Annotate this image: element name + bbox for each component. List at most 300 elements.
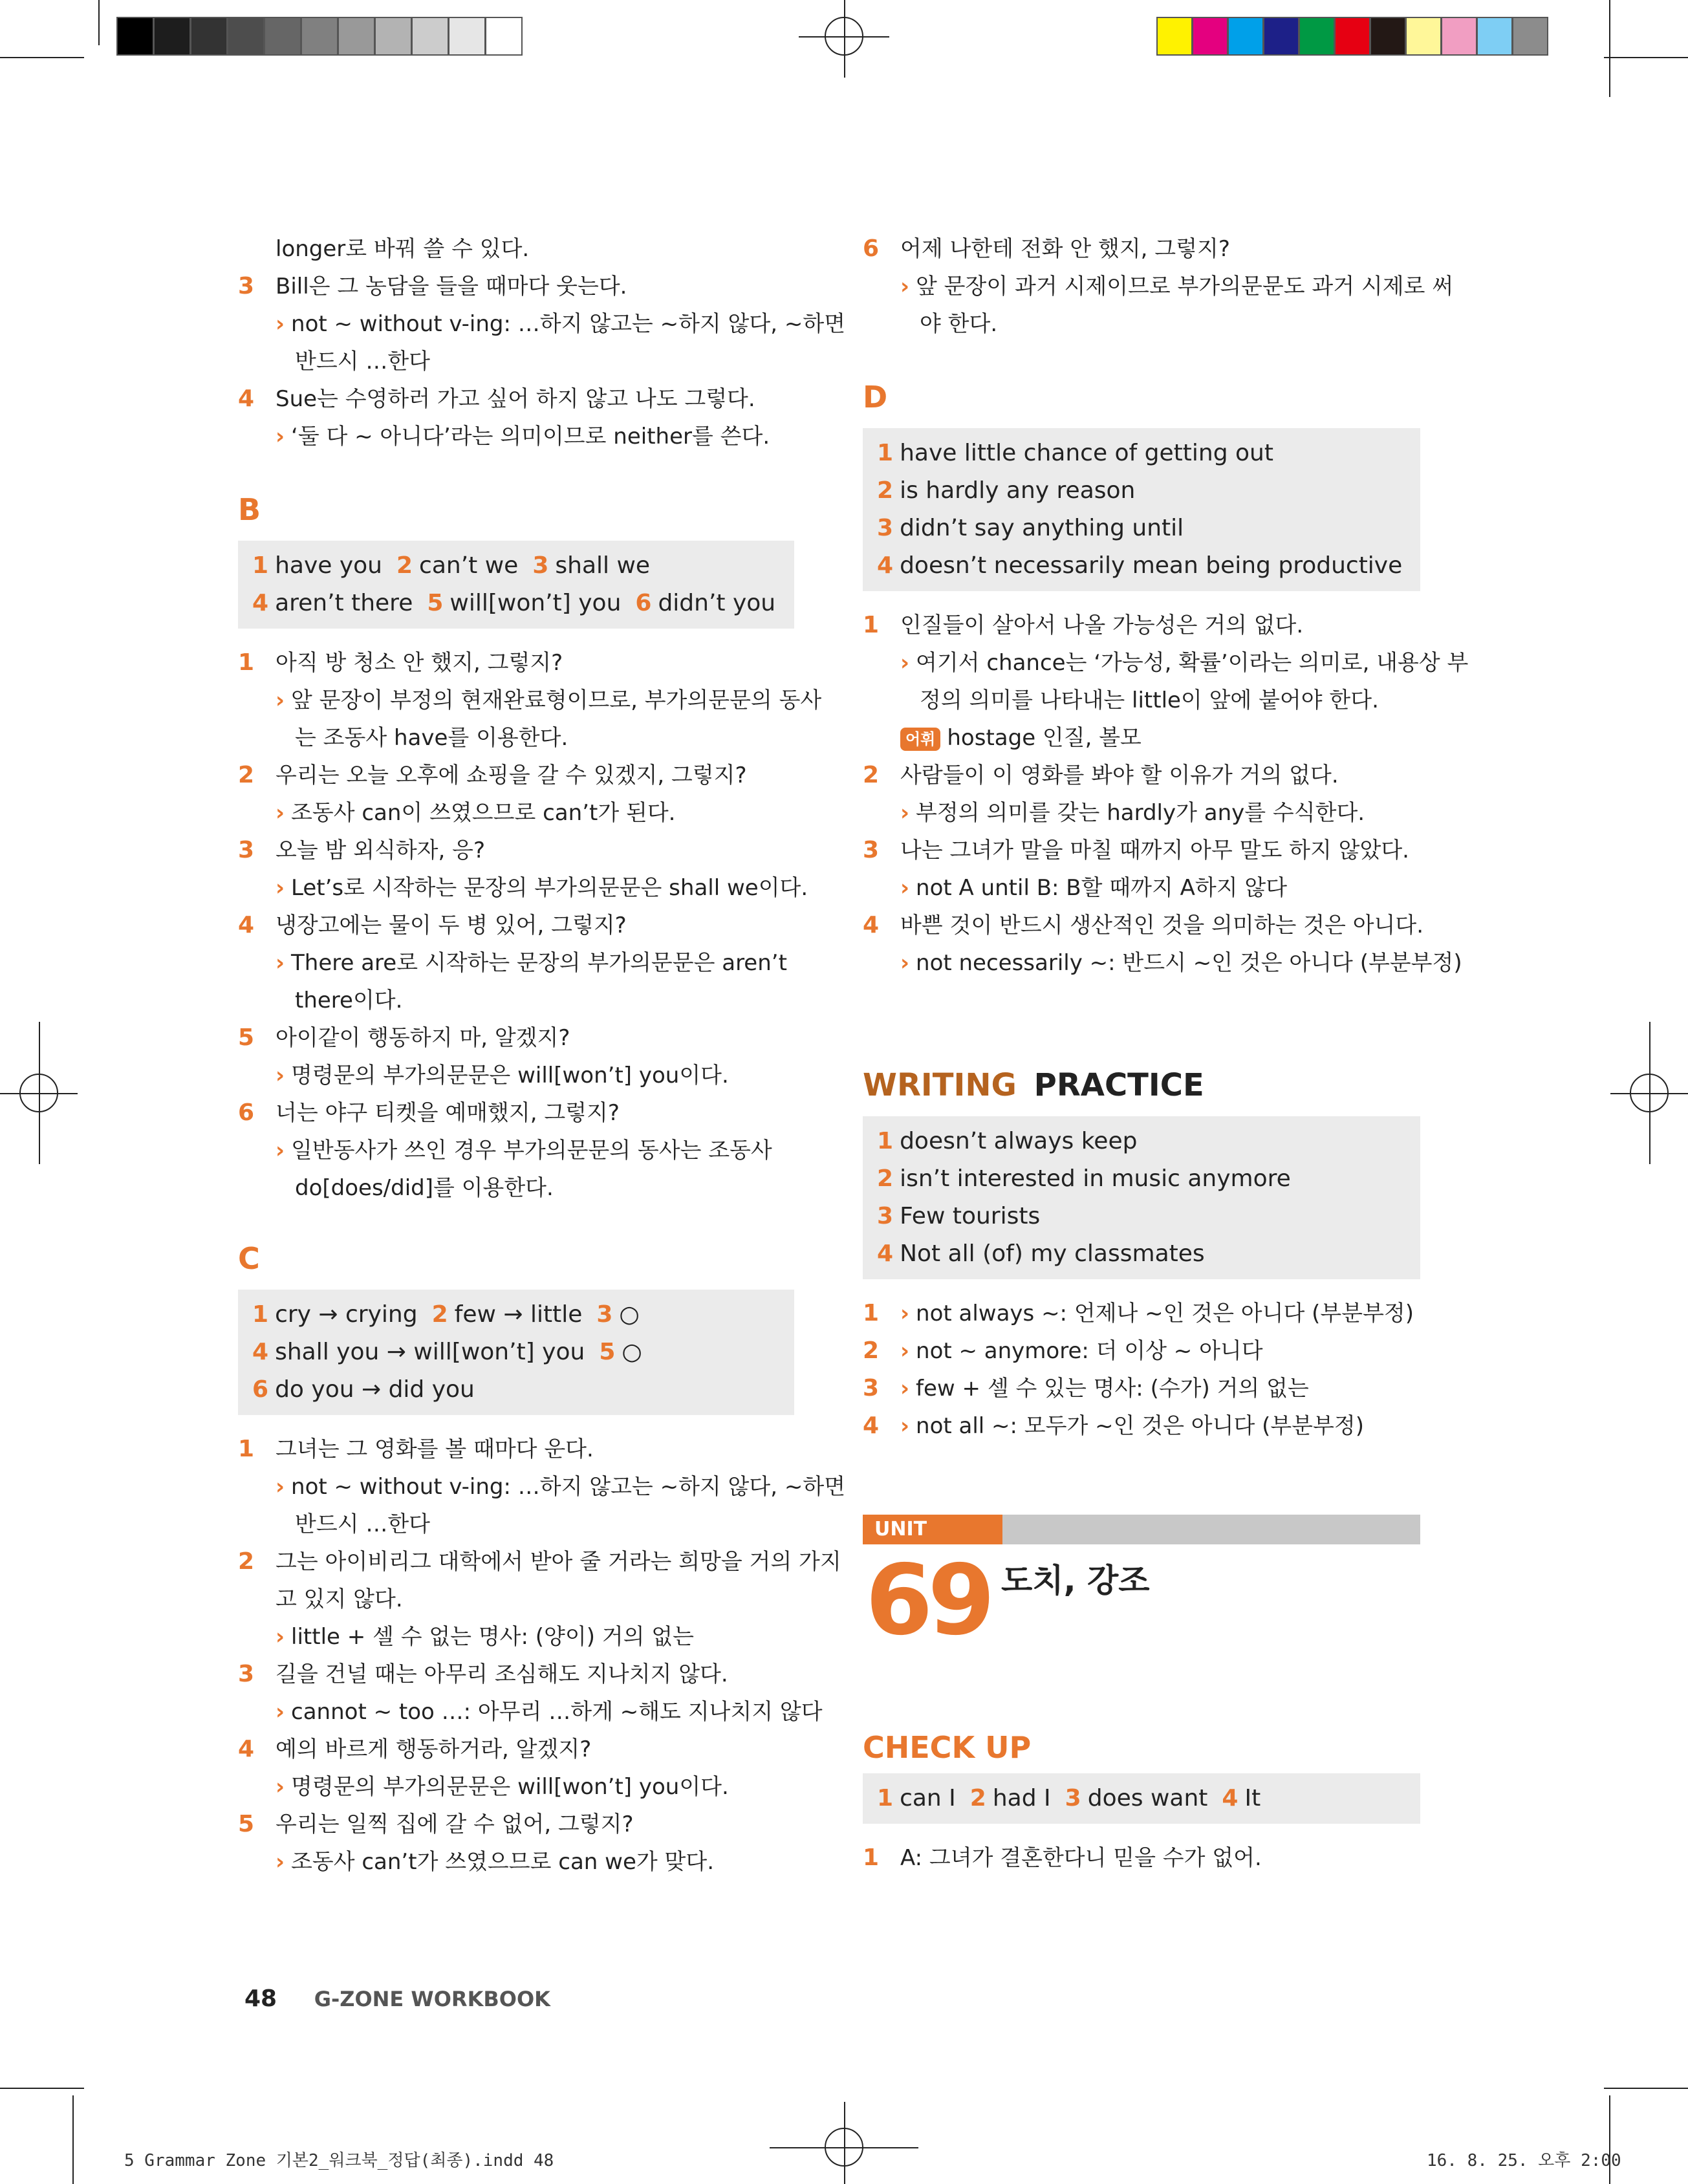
answer xyxy=(970,1785,1051,1811)
color-swatch xyxy=(1512,17,1548,56)
gray-swatch xyxy=(411,17,449,56)
writing-practice-answer-box xyxy=(863,1116,1420,1279)
section-c-heading: C xyxy=(238,1241,260,1276)
arrow-icon: › xyxy=(276,1474,285,1500)
list-item xyxy=(238,1768,794,1806)
item-text: Bill은 그 농담을 들을 때마다 웃는다. xyxy=(276,274,627,299)
item-number: 3 xyxy=(238,1661,255,1687)
answer-number: 3 xyxy=(596,1301,613,1328)
answer-text: ○ xyxy=(619,1301,640,1328)
check-up-explanations xyxy=(863,1839,1420,1877)
gray-swatch xyxy=(153,17,191,56)
list-item xyxy=(238,1618,794,1656)
item-number: 2 xyxy=(863,1337,880,1364)
answer-text: shall you → will[won’t] you xyxy=(275,1339,585,1365)
answer-number: 1 xyxy=(877,1785,894,1811)
answer-number: 1 xyxy=(877,440,894,466)
answer-text: isn’t interested in music anymore xyxy=(900,1165,1291,1192)
left-pre-list xyxy=(238,230,846,455)
check-up-heading: CHECK UP xyxy=(863,1730,1032,1765)
answer-line xyxy=(877,510,1406,547)
section-b-answer-box xyxy=(238,541,794,629)
registration-line xyxy=(39,1022,40,1164)
crop-mark xyxy=(1604,2088,1688,2089)
color-swatch xyxy=(1334,17,1370,56)
answer-text: Not all (of) my classmates xyxy=(900,1240,1205,1267)
answer-number: 2 xyxy=(877,477,894,504)
answer-text: shall we xyxy=(555,552,651,579)
explanation xyxy=(900,944,1462,982)
answer-line xyxy=(877,472,1406,510)
list-item xyxy=(863,794,1420,832)
item-number: 4 xyxy=(238,1736,255,1762)
explanation xyxy=(900,644,1468,682)
explanation-text: 부정의 의미를 갖는 hardly가 any를 수식한다. xyxy=(916,800,1365,826)
list-item xyxy=(863,682,1420,719)
answer-text: few → little xyxy=(454,1301,583,1328)
item-text: 나는 그녀가 말을 마칠 때까지 아무 말도 하지 않았다. xyxy=(900,838,1409,863)
explanation xyxy=(900,1295,1414,1332)
item-number: 1 xyxy=(863,612,880,638)
explanation-text: few + 셀 수 있는 명사: (수가) 거의 없는 xyxy=(916,1376,1309,1401)
answer-line xyxy=(252,547,780,585)
answer-number: 1 xyxy=(877,1128,894,1154)
gray-swatch xyxy=(227,17,265,56)
explanation-text: 조동사 can이 쓰였으므로 can’t가 된다. xyxy=(291,800,676,826)
list-item xyxy=(863,607,1420,644)
item-number: 3 xyxy=(863,1375,880,1401)
item-number: 3 xyxy=(863,837,880,863)
list-item xyxy=(238,1581,794,1618)
item-text: 아이같이 행동하지 마, 알겠지? xyxy=(276,1025,570,1051)
list-item xyxy=(238,757,794,794)
answer-number: 1 xyxy=(252,552,269,579)
gray-swatch xyxy=(190,17,228,56)
item-number: 6 xyxy=(863,235,880,262)
answer-line xyxy=(252,1334,780,1371)
item-text: 우리는 일찍 집에 갈 수 없어, 그렇지? xyxy=(276,1811,634,1837)
arrow-icon: › xyxy=(900,1413,910,1439)
item-text: Sue는 수영하러 가고 싶어 하지 않고 나도 그렇다. xyxy=(276,386,755,412)
answer-number: 4 xyxy=(1222,1785,1239,1811)
list-item xyxy=(863,1332,1420,1370)
gray-swatch xyxy=(264,17,301,56)
explanation-text: ‘둘 다 ~ 아니다’라는 의미이므로 neither를 쓴다. xyxy=(291,424,770,449)
gray-swatch xyxy=(338,17,375,56)
explanation-text: 일반동사가 쓰인 경우 부가의문문의 동사는 조동사 xyxy=(291,1138,772,1163)
explanation-text: 명령문의 부가의문문은 will[won’t] you이다. xyxy=(291,1063,729,1088)
item-text: 인질들이 살아서 나올 가능성은 거의 없다. xyxy=(900,612,1304,638)
answer-number: 4 xyxy=(252,1339,269,1365)
unit-title: 도치, 강조 xyxy=(1001,1562,1150,1599)
arrow-icon: › xyxy=(276,424,285,449)
list-item xyxy=(238,1468,846,1506)
list-item xyxy=(238,1543,841,1581)
answer xyxy=(596,1301,639,1328)
arrow-icon: › xyxy=(276,1063,285,1088)
explanation-text: not always ~: 언제나 ~인 것은 아니다 (부분부정) xyxy=(916,1301,1414,1326)
answer-text: aren’t there xyxy=(275,590,413,616)
answer-text: didn’t say anything until xyxy=(900,515,1184,541)
explanation xyxy=(900,794,1365,832)
slug-right: 16. 8. 25. 오후 2:00 xyxy=(1427,2151,1621,2170)
answer xyxy=(877,477,1135,504)
registration-line xyxy=(844,0,845,78)
list-item xyxy=(863,230,1420,268)
item-number: 4 xyxy=(238,912,255,938)
answer-line xyxy=(252,585,780,622)
answer-line xyxy=(877,1160,1406,1198)
unit-label: UNIT xyxy=(863,1515,1002,1544)
explanation-text: 명령문의 부가의문문은 will[won’t] you이다. xyxy=(291,1774,729,1800)
answer xyxy=(599,1339,642,1365)
arrow-icon: › xyxy=(276,950,285,976)
color-swatch xyxy=(1192,17,1228,56)
explanation-continuation: do[does/did]를 이용한다. xyxy=(295,1175,554,1201)
item-text: 너는 야구 티켓을 예매했지, 그렇지? xyxy=(276,1100,620,1126)
list-item xyxy=(238,869,808,907)
unit-number: 69 xyxy=(865,1544,990,1657)
list-item xyxy=(863,1839,1420,1877)
arrow-icon: › xyxy=(276,1138,285,1163)
answer-number: 4 xyxy=(877,552,894,579)
item-number: 5 xyxy=(238,1024,255,1051)
answer-text: can’t we xyxy=(419,552,519,579)
explanation-continuation: 반드시 …한다 xyxy=(295,349,431,374)
section-d-explanations xyxy=(863,607,1469,982)
gray-swatch xyxy=(116,17,154,56)
answer-line xyxy=(252,1371,780,1409)
list-item xyxy=(238,1431,794,1468)
explanation-text: not ~ anymore: 더 이상 ~ 아니다 xyxy=(916,1338,1263,1364)
explanation-text: Let’s로 시작하는 문장의 부가의문문은 shall we이다. xyxy=(291,875,808,901)
explanation xyxy=(276,1618,694,1656)
answer-text: doesn’t always keep xyxy=(900,1128,1138,1154)
page-number: 48 xyxy=(244,1985,277,2012)
list-item xyxy=(863,1295,1420,1332)
section-c-explanations xyxy=(238,1431,846,1881)
explanation-continuation: 는 조동사 have를 이용한다. xyxy=(295,725,568,751)
crop-mark xyxy=(1609,0,1610,97)
list-item xyxy=(238,682,822,719)
color-swatch xyxy=(1477,17,1513,56)
answer xyxy=(252,1301,418,1328)
section-d-answer-box xyxy=(863,428,1420,591)
explanation xyxy=(900,1370,1309,1407)
list-item xyxy=(863,644,1469,682)
answer-number: 3 xyxy=(1065,1785,1081,1811)
registration-line xyxy=(799,36,889,38)
explanation xyxy=(276,682,821,719)
list-item xyxy=(863,268,1454,305)
list-item xyxy=(238,1019,794,1057)
section-c-answer-box xyxy=(238,1290,794,1415)
list-item xyxy=(238,907,794,944)
item-number: 3 xyxy=(238,273,255,299)
explanation-text: not necessarily ~: 반드시 ~인 것은 아니다 (부분부정) xyxy=(916,950,1462,976)
answer xyxy=(432,1301,583,1328)
answer-text: is hardly any reason xyxy=(900,477,1136,504)
explanation-text: not all ~: 모두가 ~인 것은 아니다 (부분부정) xyxy=(916,1413,1365,1439)
item-number: 4 xyxy=(863,1412,880,1439)
explanation-continuation: there이다. xyxy=(295,988,403,1013)
explanation xyxy=(276,305,845,343)
answer-text: doesn’t necessarily mean being productive xyxy=(900,552,1403,579)
arrow-icon: › xyxy=(276,1774,285,1800)
list-item xyxy=(238,719,794,757)
explanation-continuation: 야 한다. xyxy=(920,311,998,337)
item-number: 5 xyxy=(238,1811,255,1837)
answer xyxy=(1222,1785,1261,1811)
explanation-text: not ~ without v-ing: …하지 않고는 ~하지 않다, ~하면 xyxy=(291,311,846,337)
answer-line xyxy=(877,1235,1406,1273)
list-item xyxy=(238,1057,794,1094)
list-item xyxy=(238,343,794,380)
explanation xyxy=(276,1468,845,1506)
list-item xyxy=(238,944,794,982)
answer-line xyxy=(877,547,1406,585)
color-swatch xyxy=(1263,17,1299,56)
item-text: 냉장고에는 물이 두 병 있어, 그렇지? xyxy=(276,913,627,938)
answer-number: 3 xyxy=(877,1203,894,1229)
list-item xyxy=(238,1094,794,1132)
list-item xyxy=(238,1132,794,1169)
answer-text: does want xyxy=(1087,1785,1208,1811)
answer xyxy=(252,590,413,616)
answer xyxy=(877,515,1184,541)
item-number: 1 xyxy=(863,1844,880,1871)
list-item xyxy=(863,944,1462,982)
list-item xyxy=(863,832,1420,869)
list-item xyxy=(238,794,794,832)
right-column xyxy=(863,230,1469,1877)
answer-text: didn’t you xyxy=(658,590,776,616)
crop-mark xyxy=(0,2088,84,2089)
color-swatch xyxy=(1299,17,1335,56)
answer xyxy=(252,1376,475,1403)
vocab-tag: 어휘 xyxy=(900,728,940,751)
crop-mark xyxy=(1604,57,1688,58)
item-number: 2 xyxy=(238,762,255,788)
crop-mark xyxy=(72,2095,74,2184)
section-b-explanations xyxy=(238,644,822,1207)
list-item xyxy=(863,1370,1420,1407)
arrow-icon: › xyxy=(900,1301,910,1326)
answer-text: have you xyxy=(275,552,382,579)
right-pre-list xyxy=(863,230,1454,343)
color-swatch xyxy=(1441,17,1477,56)
crop-mark xyxy=(0,57,84,58)
arrow-icon: › xyxy=(276,1699,285,1725)
item-number: 4 xyxy=(238,385,255,412)
explanation-text: 조동사 can’t가 쓰였으므로 can we가 맞다. xyxy=(291,1849,715,1875)
answer-number: 3 xyxy=(877,515,894,541)
answer-number: 1 xyxy=(252,1301,269,1328)
explanation-text: cannot ~ too …: 아무리 …하게 ~해도 지나치지 않다 xyxy=(291,1699,823,1725)
explanation xyxy=(276,1693,823,1731)
section-d-heading: D xyxy=(863,380,888,415)
answer-text: It xyxy=(1244,1785,1261,1811)
list-item xyxy=(238,1843,794,1881)
item-number: 4 xyxy=(863,912,880,938)
explanation-text: 앞 문장이 과거 시제이므로 부가의문문도 과거 시제로 써 xyxy=(916,274,1454,299)
color-swatch xyxy=(1228,17,1264,56)
vocab-note xyxy=(900,719,1142,757)
left-column xyxy=(238,230,846,1881)
gray-swatch xyxy=(374,17,412,56)
registration-line xyxy=(844,2102,845,2184)
item-text: 그는 아이비리그 대학에서 받아 줄 거라는 희망을 거의 가지 xyxy=(276,1549,841,1575)
item-text: A: 그녀가 결혼한다니 믿을 수가 없어. xyxy=(900,1845,1262,1871)
arrow-icon: › xyxy=(900,800,910,826)
answer xyxy=(877,440,1273,466)
list-item xyxy=(238,380,794,418)
explanation-text: There are로 시작하는 문장의 부가의문문은 aren’t xyxy=(291,950,787,976)
answer-number: 5 xyxy=(599,1339,616,1365)
answer-number: 2 xyxy=(431,1301,448,1328)
explanation-text: little + 셀 수 없는 명사: (양이) 거의 없는 xyxy=(291,1624,694,1650)
writing-practice-heading xyxy=(863,1059,1420,1111)
answer-number: 6 xyxy=(252,1376,269,1403)
answer xyxy=(877,1165,1291,1192)
arrow-icon: › xyxy=(900,1376,910,1401)
explanation-continuation: 정의 의미를 나타내는 little이 앞에 붙어야 한다. xyxy=(920,687,1379,713)
explanation xyxy=(276,418,770,455)
item-text: 우리는 오늘 오후에 쇼핑을 갈 수 있겠지, 그렇지? xyxy=(276,762,747,788)
answer-number: 3 xyxy=(532,552,549,579)
list-item xyxy=(863,869,1420,907)
writing-practice-explanations xyxy=(863,1295,1420,1445)
explanation xyxy=(900,268,1453,305)
answer xyxy=(877,552,1402,579)
answer-number: 5 xyxy=(427,590,444,616)
answer xyxy=(877,1785,956,1811)
arrow-icon: › xyxy=(900,950,910,976)
vocab-text: hostage 인질, 볼모 xyxy=(947,725,1142,751)
answer-text: had I xyxy=(992,1785,1051,1811)
answer xyxy=(635,590,775,616)
answer xyxy=(877,1240,1205,1267)
list-item xyxy=(238,982,794,1019)
item-text-continuation: 고 있지 않다. xyxy=(276,1586,403,1612)
list-item xyxy=(238,1731,794,1768)
explanation xyxy=(900,1407,1364,1445)
answer-number: 6 xyxy=(635,590,652,616)
explanation xyxy=(276,1057,729,1094)
answer-text: Few tourists xyxy=(900,1203,1041,1229)
answer-number: 2 xyxy=(877,1165,894,1192)
item-number: 1 xyxy=(863,1300,880,1326)
list-item xyxy=(238,1806,794,1843)
arrow-icon: › xyxy=(276,311,285,337)
list-item xyxy=(238,1506,794,1543)
list-item xyxy=(863,907,1424,944)
gray-swatch xyxy=(301,17,338,56)
answer-number: 4 xyxy=(877,1240,894,1267)
item-number: 1 xyxy=(238,649,255,676)
item-number: 3 xyxy=(238,837,255,863)
list-item xyxy=(863,719,1420,757)
writing-practice-title-2: PRACTICE xyxy=(1033,1067,1204,1103)
arrow-icon: › xyxy=(276,1624,285,1650)
item-number: 2 xyxy=(238,1548,255,1575)
book-title: G-ZONE WORKBOOK xyxy=(314,1987,550,2011)
list-item xyxy=(238,268,794,305)
item-number: 1 xyxy=(238,1436,255,1462)
answer xyxy=(252,552,382,579)
slug-left: 5 Grammar Zone 기본2_워크북_정답(최종).indd 48 xyxy=(124,2151,554,2170)
item-number: 2 xyxy=(863,762,880,788)
item-text: 그녀는 그 영화를 볼 때마다 운다. xyxy=(276,1436,594,1462)
item-text: 사람들이 이 영화를 봐야 할 이유가 거의 없다. xyxy=(900,762,1339,788)
item-text: 어제 나한테 전화 안 했지, 그렇지? xyxy=(900,236,1230,262)
explanation xyxy=(276,1132,772,1169)
answer-line xyxy=(877,435,1406,472)
answer-line xyxy=(877,1198,1406,1235)
item-text: 바쁜 것이 반드시 생산적인 것을 의미하는 것은 아니다. xyxy=(900,913,1424,938)
answer xyxy=(427,590,621,616)
answer-number: 4 xyxy=(252,590,269,616)
list-item xyxy=(238,1169,794,1207)
answer xyxy=(877,1128,1137,1154)
list-item xyxy=(238,644,794,682)
item-text: longer로 바꿔 쓸 수 있다. xyxy=(276,236,530,262)
crop-mark xyxy=(98,0,100,45)
gray-swatch xyxy=(448,17,486,56)
explanation-continuation: 반드시 …한다 xyxy=(295,1511,431,1537)
list-item xyxy=(238,832,794,869)
answer-text: have little chance of getting out xyxy=(900,440,1273,466)
registration-line xyxy=(770,2147,918,2148)
explanation xyxy=(276,1768,729,1806)
arrow-icon: › xyxy=(276,875,285,901)
explanation-text: not ~ without v-ing: …하지 않고는 ~하지 않다, ~하면 xyxy=(291,1474,846,1500)
answer-text: cry → crying xyxy=(275,1301,418,1328)
explanation xyxy=(276,944,787,982)
item-text: 예의 바르게 행동하거라, 알겠지? xyxy=(276,1736,592,1762)
unit-banner xyxy=(863,1515,1420,1657)
page-footer xyxy=(244,1983,550,2015)
color-swatch xyxy=(1370,17,1406,56)
item-text: 길을 건널 때는 아무리 조심해도 지나치지 않다. xyxy=(276,1661,728,1687)
explanation xyxy=(900,869,1287,907)
list-item xyxy=(238,1693,823,1731)
section-b-heading: B xyxy=(238,492,261,527)
item-text: 오늘 밤 외식하자, 응? xyxy=(276,838,486,863)
list-item xyxy=(863,1407,1420,1445)
arrow-icon: › xyxy=(276,800,285,826)
answer xyxy=(1065,1785,1208,1811)
explanation xyxy=(276,794,675,832)
check-up-answer-box xyxy=(863,1773,1420,1824)
answer-text: will[won’t] you xyxy=(449,590,622,616)
answer xyxy=(396,552,518,579)
explanation xyxy=(900,1332,1263,1370)
answer-text: do you → did you xyxy=(275,1376,475,1403)
writing-practice-title-1: WRITING xyxy=(863,1067,1017,1103)
answer-line xyxy=(877,1123,1406,1160)
explanation-text: 여기서 chance는 ‘가능성, 확률’이라는 의미로, 내용상 부 xyxy=(916,650,1469,676)
list-item xyxy=(863,757,1420,794)
answer-line xyxy=(877,1780,1406,1817)
color-swatch xyxy=(1156,17,1193,56)
explanation-text: 앞 문장이 부정의 현재완료형이므로, 부가의문문의 동사 xyxy=(291,687,822,713)
list-item xyxy=(238,230,794,268)
answer-number: 2 xyxy=(969,1785,986,1811)
arrow-icon: › xyxy=(900,274,910,299)
answer-text: ○ xyxy=(622,1339,642,1365)
answer-line xyxy=(252,1296,780,1334)
